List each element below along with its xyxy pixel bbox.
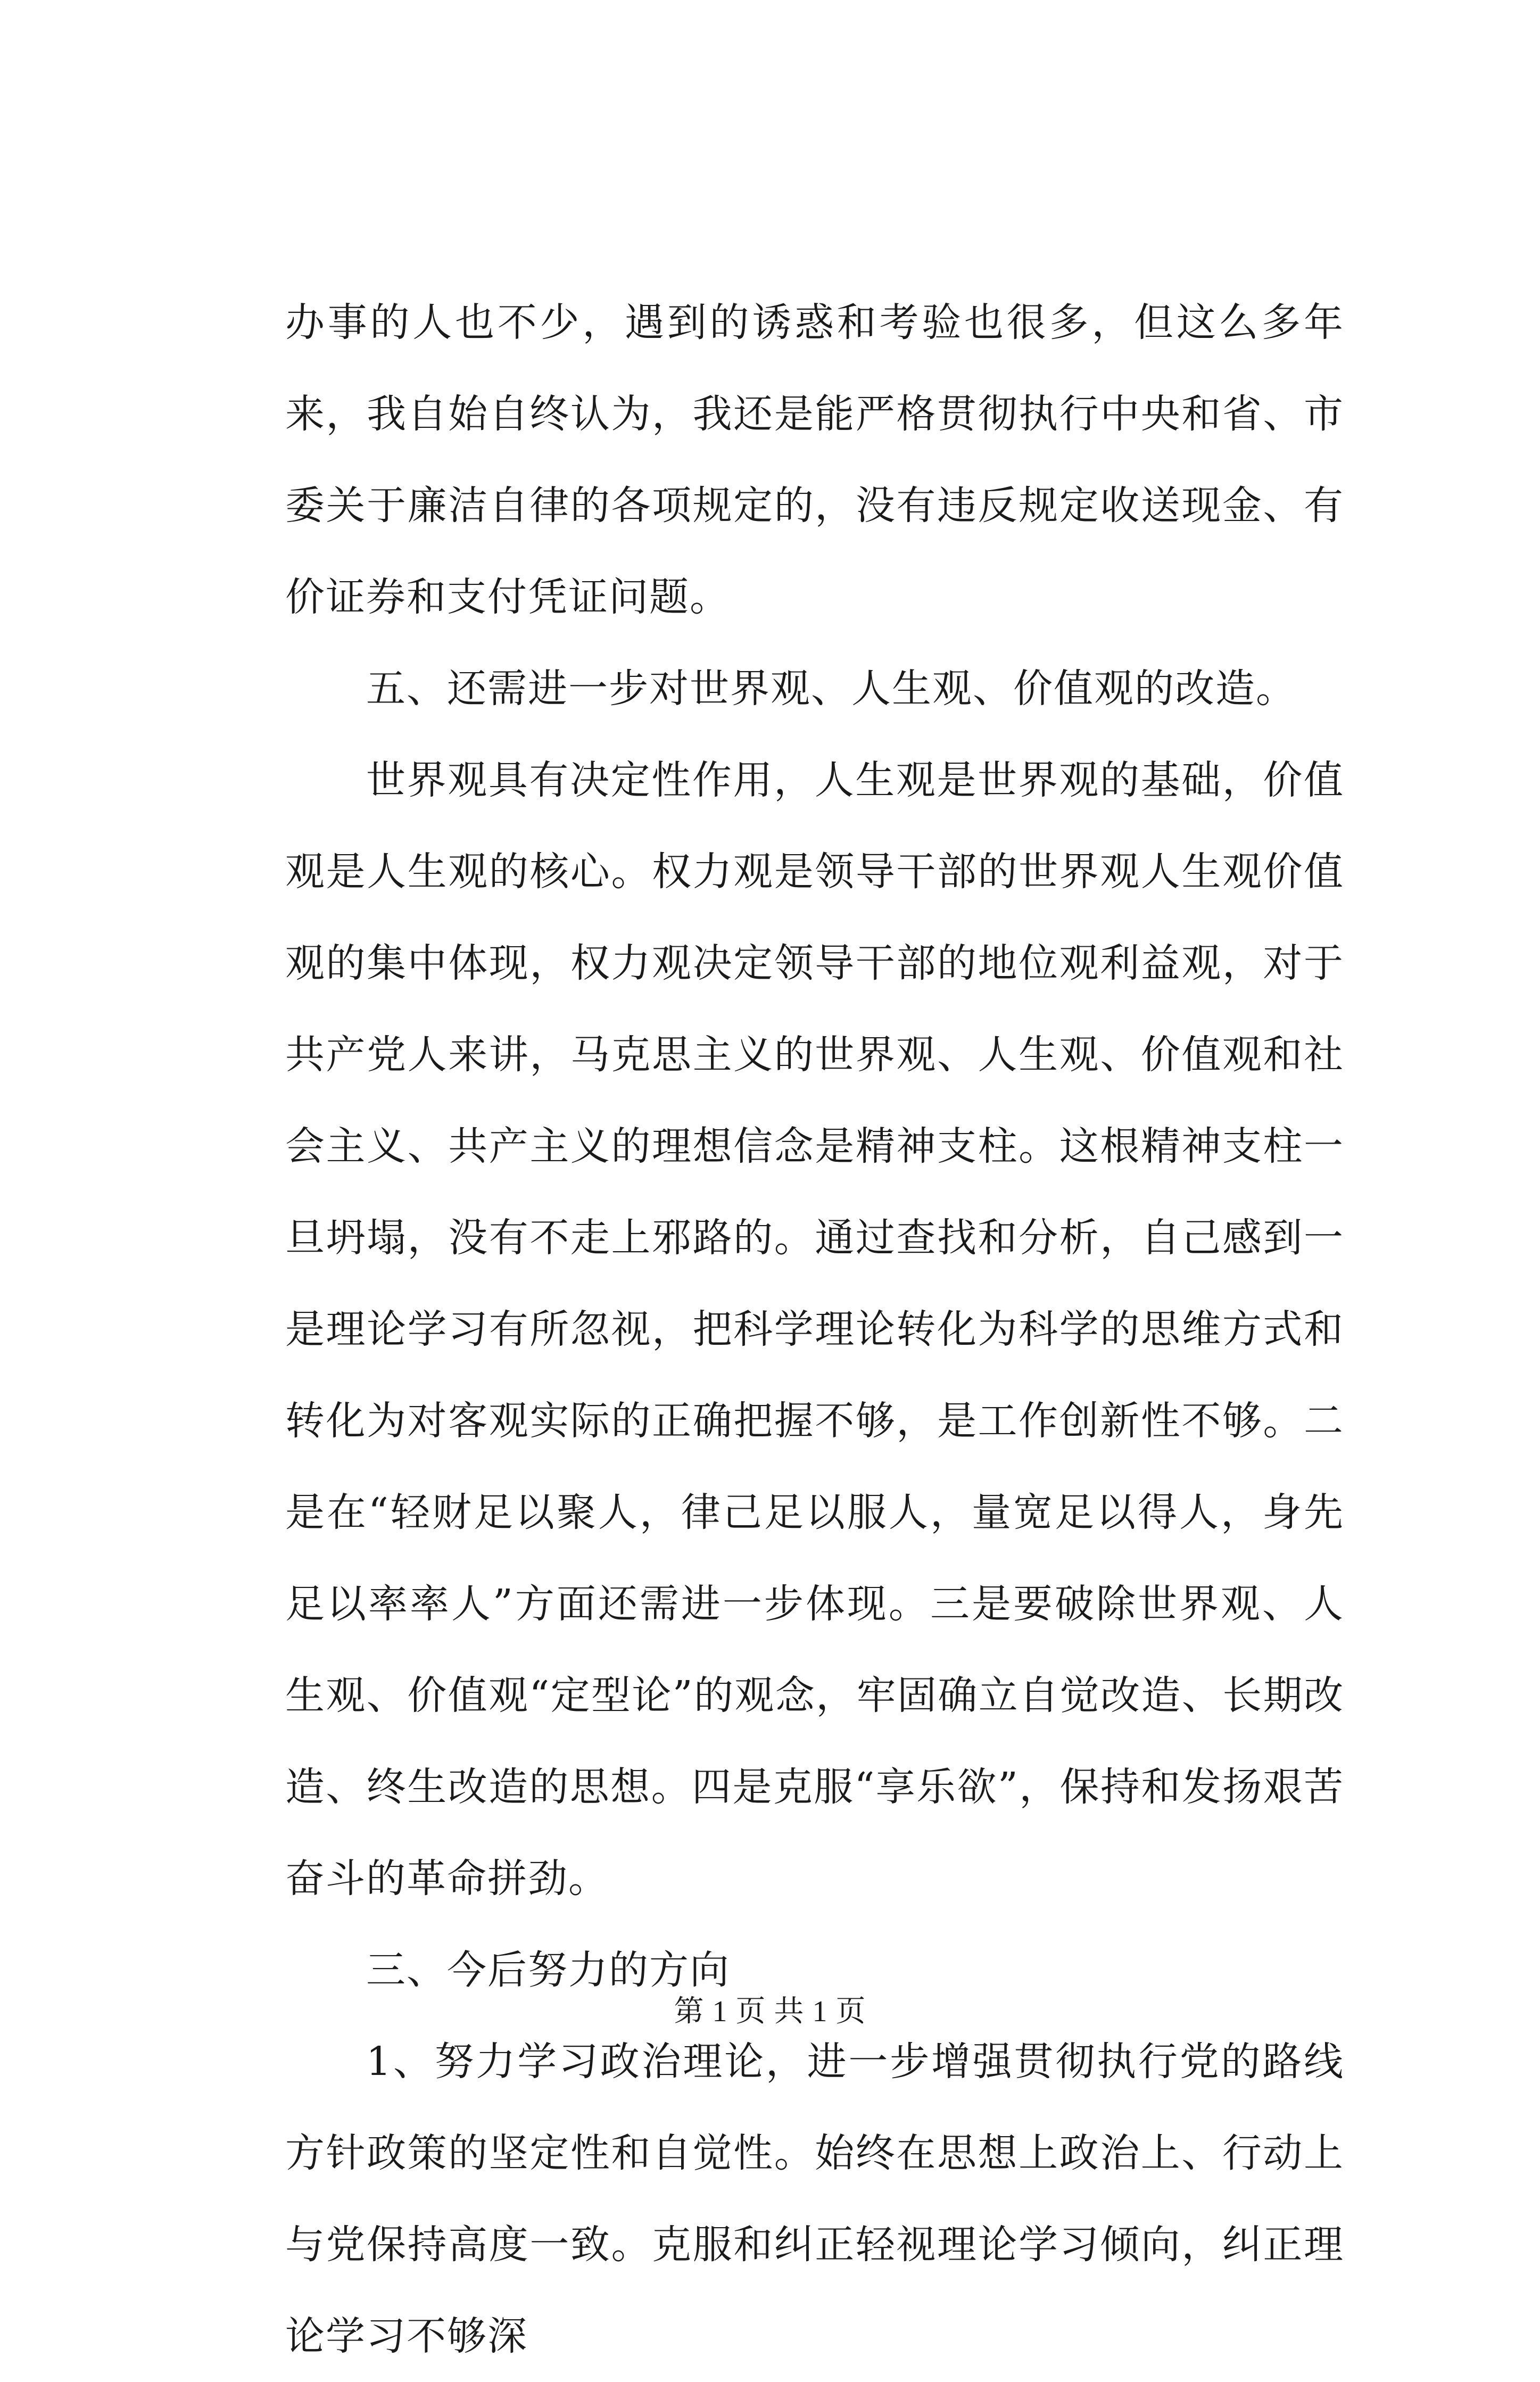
paragraph-study-theory: 1、努力学习政治理论，进一步增强贯彻执行党的路线方针政策的坚定性和自觉性。始终在思想上政治上、行动上与党保持高度一致。克服和纠正轻视理论学习倾向，纠正理论学习不够深	[285, 2039, 1344, 2359]
heading-future-direction: 三、今后努力的方向	[366, 1947, 730, 1993]
page-number-footer: 第 1 页 共 1 页	[674, 1995, 866, 2028]
paragraph-worldview-analysis: 世界观具有决定性作用，人生观是世界观的基础，价值观是人生观的核心。权力观是领导干部的世界观人生观价值观的集中体现，权力观决定领导干部的地位观利益观，对于共产党人来讲，马克思主义的世界观、人生观、价值观和社会主义、共产主义的理想信念是精神支柱。这根精神支柱一旦坍塌，没有不走上邪路的。通过查找和分析，自己感到一是理论学习有所忽视，把科学理论转化为科学的思维方式和转化为对客观实际的正确把握不够，是工作创新性不够。二是在“轻财足以聚人，律己足以服人，量宽足以得人，身先足以率率人”方面还需进一步体现。三是要破除世界观、人生观、价值观“定型论”的观念，牢固确立自觉改造、长期改造、终生改造的思想。四是克服“享乐欲”，保持和发扬艰苦奋斗的革命拼劲。	[285, 757, 1344, 1901]
heading-worldview-reform: 五、还需进一步对世界观、人生观、价值观的改造。	[366, 666, 1296, 712]
paragraph-integrity-statement: 办事的人也不少，遇到的诱惑和考验也很多，但这么多年来，我自始自终认为，我还是能严格贯彻执行中央和省、市委关于廉洁自律的各项规定的，没有违反规定收送现金、有价证券和支付凭证问题。	[285, 300, 1344, 620]
document-body	[285, 277, 1344, 2382]
